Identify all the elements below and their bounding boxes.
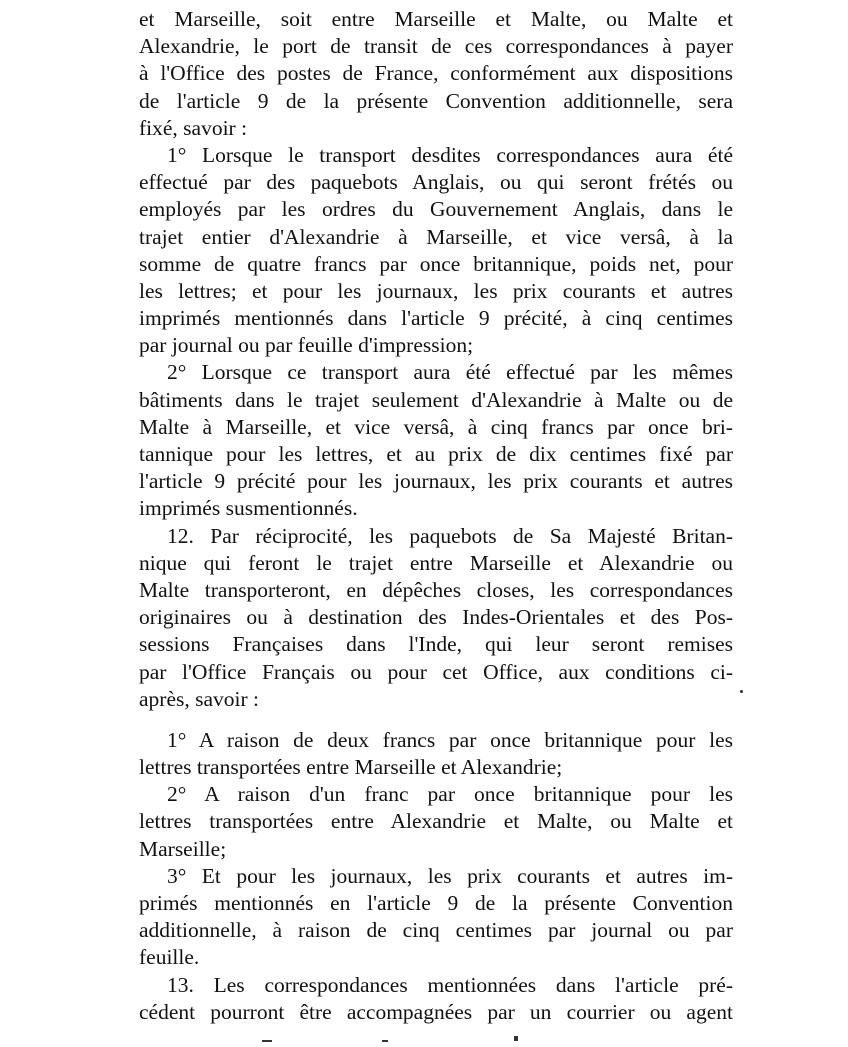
print-mark — [262, 1040, 272, 1042]
paragraph-continuation — [139, 6, 733, 142]
text-line: par journal ou par feuille d'impression; — [139, 333, 474, 358]
text-line: après, savoir : — [139, 686, 260, 711]
print-mark — [514, 1036, 518, 1041]
article-12-item-3 — [139, 863, 733, 972]
text-line: cédent pourront être accompagnées par un courrier ou agent — [139, 999, 733, 1024]
text-line: à l'Office des postes de France, conformément aux dispositions — [139, 61, 733, 86]
text-line: primés mentionnés en l'article 9 de la présente Convention — [139, 891, 733, 915]
page-bottom-edge — [0, 1036, 848, 1047]
paragraph-item-2 — [139, 359, 733, 522]
print-mark — [382, 1040, 388, 1042]
text-line: feuille. — [139, 945, 200, 970]
text-line: de l'article 9 de la présente Convention additionnelle, sera — [139, 88, 733, 113]
text-line: 1° Lorsque le transport desdites correspondances aura été — [167, 142, 733, 167]
text-line: tannique pour les lettres, et au prix de dix centimes fixé par — [139, 442, 733, 466]
text-line: sessions Françaises dans l'Inde, qui leur seront remises — [139, 632, 733, 657]
text-line: lettres transportées entre Marseille et Alexandrie; — [139, 755, 563, 780]
text-line: imprimés susmentionnés. — [139, 496, 358, 521]
text-line: Malte transporteront, en dépêches closes, les correspondances — [139, 577, 733, 602]
article-12 — [139, 523, 733, 713]
text-line: Malte à Marseille, et vice versâ, à cinq francs par once bri- — [139, 414, 733, 439]
article-13 — [139, 972, 733, 1026]
article-12-item-2 — [139, 781, 733, 863]
text-line: Marseille; — [139, 836, 227, 861]
text-line: et Marseille, soit entre Marseille et Malte, ou Malte et — [139, 7, 733, 31]
text-line: 1° A raison de deux francs par once britannique pour les — [167, 727, 733, 752]
text-line: les lettres; et pour les journaux, les prix courants et autres — [139, 278, 733, 303]
text-line: lettres transportées entre Alexandrie et Malte, ou Malte et — [139, 809, 733, 834]
paragraph-item-1 — [139, 142, 733, 360]
article-12-item-1 — [139, 727, 733, 781]
print-speck — [740, 690, 743, 693]
text-line: fixé, savoir : — [139, 115, 248, 140]
text-line: additionnelle, à raison de cinq centimes par journal ou par — [139, 918, 733, 943]
text-line: l'article 9 précité pour les journaux, les prix courants et autres — [139, 469, 733, 494]
document-body — [139, 6, 733, 1026]
text-line: 12. Par réciprocité, les paquebots de Sa Majesté Britan- — [167, 523, 733, 548]
text-line: 2° Lorsque ce transport aura été effectué par les mêmes — [167, 360, 733, 385]
text-line: trajet entier d'Alexandrie à Marseille, et vice versâ, à la — [139, 224, 733, 249]
text-line: Alexandrie, le port de transit de ces correspondances à payer — [139, 34, 733, 59]
text-line: somme de quatre francs par once britannique, poids net, pour — [139, 251, 733, 276]
text-line: bâtiments dans le trajet seulement d'Alexandrie à Malte ou de — [139, 387, 733, 412]
text-line: employés par les ordres du Gouvernement Anglais, dans le — [139, 197, 733, 222]
spacer — [139, 713, 733, 727]
text-line: nique qui feront le trajet entre Marseille et Alexandrie ou — [139, 550, 733, 575]
text-line: 13. Les correspondances mentionnées dans l'article pré- — [167, 972, 733, 997]
text-line: originaires ou à destination des Indes-Orientales et des Pos- — [139, 605, 733, 630]
text-line: imprimés mentionnés dans l'article 9 précité, à cinq centimes — [139, 306, 733, 331]
text-line: 2° A raison d'un franc par once britannique pour les — [167, 782, 733, 807]
text-line: effectué par des paquebots Anglais, ou qui seront frétés ou — [139, 170, 733, 195]
text-line: par l'Office Français ou pour cet Office, aux conditions ci- — [139, 659, 733, 684]
text-line: 3° Et pour les journaux, les prix courants et autres im- — [167, 863, 733, 888]
